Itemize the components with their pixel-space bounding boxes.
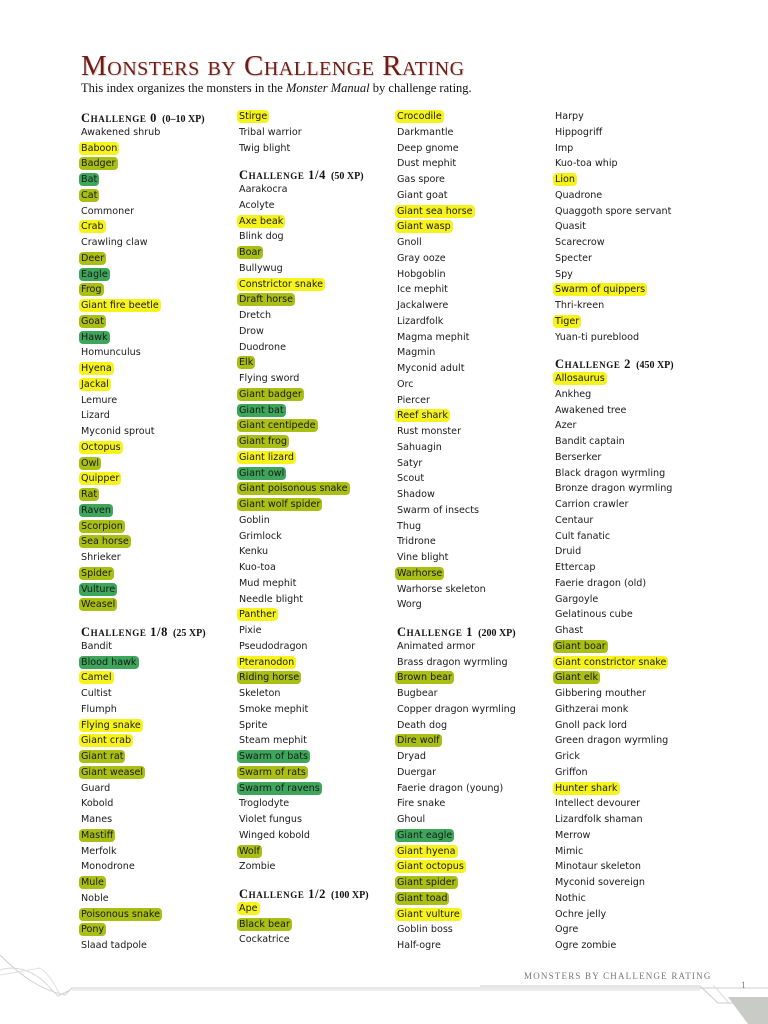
highlighted-monster-name: Giant fire beetle [81,300,159,311]
highlighted-monster-name: Constrictor snake [239,278,323,290]
highlighted-monster-name: Axe beak [239,215,284,227]
monster-name: Zombie [239,861,276,873]
monster-name: Vine blight [397,552,449,563]
monster-name: Druid [555,546,582,558]
monster-name: Bullywug [239,262,283,274]
monster-name: Thri-kreen [555,300,605,311]
monster-name: Violet fungus [239,814,302,825]
monster-name: Kenku [239,546,269,558]
monster-name: Quasit [555,221,586,233]
highlighted-monster-name: Vulture [81,583,116,595]
monster-name: Gibbering mouther [555,688,646,699]
monster-name: Flumph [81,703,117,715]
monster-name: Deep gnome [397,142,459,154]
highlighted-monster-name: Jackal [81,378,109,390]
monster-name: Specter [555,252,592,264]
highlighted-monster-name: Frog [81,284,102,296]
monster-name: Flying sword [239,373,300,384]
challenge-rating-label: Challenge 1/2 [239,887,326,901]
monster-name: Noble [81,892,109,904]
highlighted-monster-name: Giant octopus [397,861,464,873]
monster-name: Monodrone [81,861,135,873]
highlighted-monster-name: Giant crab [81,735,132,747]
monster-name: Grimlock [239,530,282,542]
highlighted-monster-name: Giant hyena [397,845,456,857]
monster-name: Bandit [81,640,113,652]
monster-name: Kuo-toa whip [555,158,618,170]
challenge-xp-label: (0–10 XP) [162,114,205,125]
subtitle-book-title: Monster Manual [285,81,370,95]
monster-name: Ghoul [397,814,426,825]
monster-name: Ankheg [555,388,592,400]
monster-name: Dretch [239,310,272,321]
monster-name: Pixie [239,625,262,636]
monster-name: Bandit captain [555,436,625,447]
monster-name: Worg [397,599,422,611]
monster-name: Twig blight [239,142,291,154]
highlighted-monster-name: Giant owl [239,467,285,479]
challenge-rating-label: Challenge 0 [81,111,158,125]
highlighted-monster-name: Wolf [239,845,260,857]
monster-name: Tribal warrior [239,126,302,138]
highlighted-monster-name: Swarm of quippers [555,284,646,296]
monster-name: Brass dragon wyrmling [397,656,508,668]
challenge-xp-label: (50 XP) [331,171,364,183]
highlighted-monster-name: Eagle [81,268,108,280]
monster-name: Merrow [555,829,591,841]
monster-name: Darkmantle [397,126,454,138]
monster-name: Myconid sprout [81,426,155,437]
monster-name: Grick [555,751,580,762]
highlighted-monster-name: Sea horse [81,536,129,548]
highlighted-monster-name: Panther [239,609,277,621]
highlighted-monster-name: Giant elk [555,672,598,684]
monster-name: Scarecrow [555,237,605,248]
monster-name: Sprite [239,719,268,731]
highlighted-monster-name: Tiger [555,315,580,327]
highlighted-monster-name: Boar [239,247,262,258]
challenge-rating-label: Challenge 1/4 [239,168,326,183]
monster-name: Magmin [397,347,436,359]
monster-name: Shrieker [81,552,121,563]
highlighted-monster-name: Octopus [81,441,121,453]
monster-name: Animated armor [397,640,476,652]
monster-name: Kobold [81,798,114,810]
monster-name: Jackalwere [397,300,449,311]
monster-name: Skeleton [239,688,281,699]
highlighted-monster-name: Hunter shark [555,782,618,794]
highlighted-monster-name: Draft horse [239,294,294,306]
monster-name: Ghast [555,625,584,636]
highlighted-monster-name: Giant rat [81,751,124,762]
monster-name: Gnoll [397,237,422,248]
subtitle-text-end: by challenge rating. [369,81,472,95]
monster-name: Ice mephit [397,284,448,296]
monster-name: Githzerai monk [555,703,629,715]
monster-name: Half-ogre [397,940,441,951]
highlighted-monster-name: Giant lizard [239,451,294,463]
monster-name: Piercer [397,394,430,406]
highlighted-monster-name: Giant centipede [239,420,316,432]
monster-name: Green dragon wyrmling [555,735,669,747]
highlighted-monster-name: Reef shark [397,410,448,422]
highlighted-monster-name: Dire wolf [397,735,440,747]
monster-name: Death dog [397,719,448,731]
monster-name: Awakened tree [555,404,627,416]
monster-name: Dryad [397,751,426,762]
highlighted-monster-name: Swarm of rats [239,766,306,778]
monster-name: Shadow [397,489,435,500]
monster-name: Guard [81,782,111,794]
highlighted-monster-name: Giant sea horse [397,205,473,217]
monster-name: Satyr [397,457,423,469]
monster-name: Steam mephit [239,735,307,747]
highlighted-monster-name: Giant boar [555,640,606,652]
running-footer-title: MONSTERS BY CHALLENGE RATING [524,971,712,981]
highlighted-monster-name: Brown bear [397,672,452,684]
monster-name: Faerie dragon (young) [397,782,504,794]
monster-name: Manes [81,814,113,825]
monster-name: Tridrone [397,536,436,548]
monster-name: Thug [397,520,422,532]
monster-name: Blink dog [239,231,284,243]
monster-name: Lizard [81,410,110,422]
monster-name: Giant goat [397,189,448,201]
monster-name: Goblin boss [397,924,453,936]
highlighted-monster-name: Giant vulture [397,908,460,920]
highlighted-monster-name: Swarm of bats [239,751,309,762]
monster-name: Faerie dragon (old) [555,577,647,589]
highlighted-monster-name: Giant bat [239,404,284,416]
highlighted-monster-name: Riding horse [239,672,300,684]
monster-name: Copper dragon wyrmling [397,703,516,715]
highlighted-monster-name: Hyena [81,363,112,374]
monster-name: Merfolk [81,845,117,857]
monster-name: Myconid adult [397,363,465,374]
monster-name: Imp [555,142,574,154]
monster-name: Quaggoth spore servant [555,205,672,217]
monster-name: Goblin [239,514,270,526]
monster-name: Rust monster [397,426,462,437]
challenge-xp-label: (200 XP) [478,628,516,639]
monster-name: Spy [555,268,573,280]
highlighted-monster-name: Giant wasp [397,221,451,233]
monster-name: Orc [397,378,414,390]
highlighted-monster-name: Cat [81,189,98,201]
challenge-rating-label: Challenge 2 [555,357,632,372]
challenge-xp-label: (25 XP) [173,628,206,639]
monster-name: Commoner [81,205,135,217]
highlighted-monster-name: Giant frog [239,436,287,447]
monster-name: Pseudodragon [239,640,308,652]
monster-name: Drow [239,325,264,337]
monster-name: Gargoyle [555,593,599,605]
monster-name: Quadrone [555,189,603,201]
highlighted-monster-name: Giant toad [397,892,448,904]
monster-name: Gelatinous cube [555,609,633,621]
monster-name: Cultist [81,688,112,699]
page-title: Monsters by Challenge Rating [81,50,465,82]
highlighted-monster-name: Allosaurus [555,373,605,384]
monster-name: Myconid sovereign [555,877,645,888]
monster-name: Cult fanatic [555,530,611,542]
highlighted-monster-name: Giant poisonous snake [239,483,348,495]
monster-name: Hippogriff [555,126,603,138]
highlighted-monster-name: Bat [81,174,98,185]
highlighted-monster-name: Raven [81,504,111,516]
monster-name: Sahuagin [397,441,442,453]
highlighted-monster-name: Baboon [81,142,118,154]
monster-name: Bronze dragon wyrmling [555,483,673,495]
highlighted-monster-name: Quipper [81,473,120,485]
highlighted-monster-name: Crab [81,221,104,233]
highlighted-monster-name: Spider [81,567,112,579]
challenge-rating-label: Challenge 1/8 [81,625,168,639]
monster-name: Magma mephit [397,331,470,343]
monster-name: Gray ooze [397,252,446,264]
monster-name: Berserker [555,451,602,463]
highlighted-monster-name: Poisonous snake [81,908,160,920]
highlighted-monster-name: Elk [239,357,254,369]
highlighted-monster-name: Mule [81,877,104,888]
highlighted-monster-name: Badger [81,158,116,170]
monster-name: Winged kobold [239,829,310,841]
monster-name: Warhorse skeleton [397,583,486,595]
highlighted-monster-name: Black bear [239,918,290,930]
monster-name: Lizardfolk shaman [555,814,643,825]
highlighted-monster-name: Giant eagle [397,829,453,841]
monster-name: Lemure [81,394,118,406]
monster-name: Nothic [555,892,586,904]
highlighted-monster-name: Camel [81,672,112,684]
monster-name: Needle blight [239,593,304,605]
highlighted-monster-name: Giant spider [397,877,456,888]
monster-name: Lizardfolk [397,315,444,327]
highlighted-monster-name: Goat [81,315,104,327]
subtitle-text: This index organizes the monsters in the [81,81,286,95]
monster-name: Homunculus [81,347,141,359]
highlighted-monster-name: Rat [81,489,98,500]
monster-name: Cockatrice [239,934,290,946]
monster-name: Centaur [555,514,594,526]
monster-name: Ettercap [555,562,596,573]
monster-name: Scout [397,473,425,485]
monster-name: Azer [555,420,577,432]
monster-name: Kuo-toa [239,562,276,573]
monster-name: Ochre jelly [555,908,607,920]
highlighted-monster-name: Scorpion [81,520,123,532]
highlighted-monster-name: Pony [81,924,105,936]
highlighted-monster-name: Flying snake [81,719,141,731]
monster-name: Slaad tadpole [81,940,147,951]
monster-name: Hobgoblin [397,268,446,280]
highlighted-monster-name: Swarm of ravens [239,782,320,794]
highlighted-monster-name: Giant weasel [81,766,144,778]
monster-name: Griffon [555,766,588,778]
monster-name: Black dragon wyrmling [555,467,666,479]
monster-name: Dust mephit [397,158,457,170]
monster-name: Smoke mephit [239,703,309,715]
monster-name: Crawling claw [81,237,148,248]
highlighted-monster-name: Owl [81,457,100,469]
monster-name: Mimic [555,845,584,857]
highlighted-monster-name: Crocodile [397,111,442,122]
monster-name: Fire snake [397,798,446,810]
monster-name: Ogre zombie [555,940,617,951]
highlighted-monster-name: Giant badger [239,388,302,400]
highlighted-monster-name: Warhorse [397,567,443,579]
challenge-xp-label: (100 XP) [331,890,369,901]
page-number: 1 [741,980,746,990]
highlighted-monster-name: Ape [239,902,258,914]
highlighted-monster-name: Deer [81,252,105,264]
challenge-xp-label: (450 XP) [636,360,674,372]
highlighted-monster-name: Hawk [81,331,108,343]
monster-name: Intellect devourer [555,798,641,810]
monster-name: Yuan-ti pureblood [555,331,640,343]
highlighted-monster-name: Stirge [239,111,268,122]
highlighted-monster-name: Lion [555,174,575,185]
monster-name: Bugbear [397,688,438,699]
monster-name: Gnoll pack lord [555,719,628,731]
challenge-rating-label: Challenge 1 [397,625,474,639]
highlighted-monster-name: Giant wolf spider [239,499,321,510]
monster-name: Aarakocra [239,184,288,195]
monster-name: Acolyte [239,199,275,211]
monster-name: Gas spore [397,174,445,185]
monster-name: Ogre [555,924,579,936]
monster-name: Troglodyte [239,798,290,810]
highlighted-monster-name: Mastiff [81,829,114,841]
monster-name: Harpy [555,111,584,122]
monster-name: Mud mephit [239,577,297,589]
monster-name: Carrion crawler [555,499,629,510]
highlighted-monster-name: Blood hawk [81,656,137,668]
monster-name: Swarm of insects [397,504,479,516]
highlighted-monster-name: Weasel [81,599,116,611]
highlighted-monster-name: Giant constrictor snake [555,656,667,668]
monster-name: Awakened shrub [81,126,161,138]
monster-name: Duodrone [239,341,287,353]
monster-name: Minotaur skeleton [555,861,642,873]
monster-name: Duergar [397,766,437,778]
highlighted-monster-name: Pteranodon [239,656,295,668]
